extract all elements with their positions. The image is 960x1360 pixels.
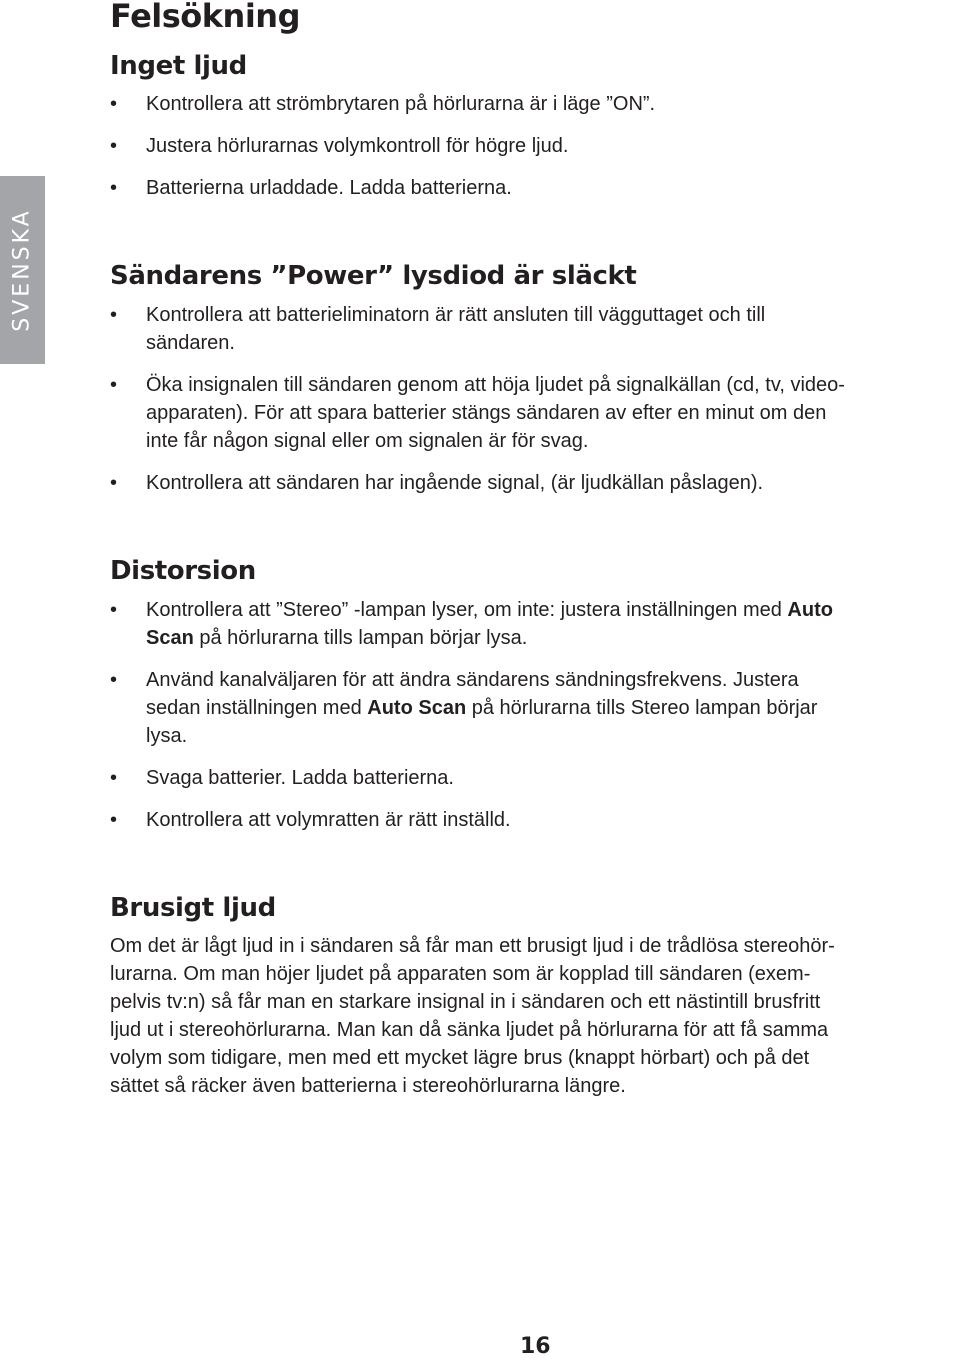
list-inget-ljud	[110, 90, 950, 216]
list-item-text: lysa.	[146, 725, 188, 747]
list-distorsion	[110, 596, 950, 848]
list-item-text: apparaten). För att spara batterier stängs sändaren av efter en minut om den	[146, 402, 827, 424]
list-item-text: Kontrollera att strömbrytaren på hörlurarna är i läge ”ON”.	[146, 93, 656, 115]
list-item	[110, 596, 950, 652]
list-item	[110, 132, 950, 160]
list-item	[110, 764, 950, 792]
list-item-bold-text: Scan	[146, 627, 194, 649]
paragraph-line: ljud ut i stereohörlurarna. Man kan då sänka ljudet på hörlurarna för att få samma	[110, 1019, 829, 1041]
list-item-text: på hörlurarna tills lampan börjar lysa.	[193, 627, 528, 649]
list-item-text: Kontrollera att volymratten är rätt inställd.	[146, 809, 511, 831]
list-item	[110, 371, 950, 455]
list-item-text: Justera hörlurarnas volymkontroll för högre ljud.	[146, 135, 569, 157]
bullet-icon: •	[110, 599, 118, 621]
bullet-icon: •	[110, 135, 118, 157]
paragraph-line: sättet så räcker även batterierna i stereohörlurarna längre.	[110, 1075, 626, 1097]
page-number: 16	[520, 1334, 551, 1359]
list-item-line	[146, 624, 950, 652]
list-item	[110, 806, 950, 834]
list-item-line	[146, 596, 950, 624]
language-tab	[0, 176, 45, 364]
list-item-text: på hörlurarna tills Stereo lampan börjar	[466, 697, 818, 719]
bullet-icon: •	[110, 472, 118, 494]
list-item-text: Öka insignalen till sändaren genom att höja ljudet på signalkällan (cd, tv, video-	[146, 374, 845, 396]
list-item-text: Kontrollera att ”Stereo” -lampan lyser, om inte: justera inställningen med	[146, 599, 788, 621]
list-item-text: Använd kanalväljaren för att ändra sändarens sändningsfrekvens. Justera	[146, 669, 799, 691]
bullet-icon: •	[110, 93, 118, 115]
list-item-line	[146, 694, 950, 722]
list-item-text: sändaren.	[146, 332, 235, 354]
list-item-bold-text: Auto	[787, 599, 833, 621]
paragraph-line: pelvis tv:n) så får man en starkare insignal in i sändaren och ett nästintill brusfritt	[110, 991, 821, 1013]
list-item-text: Kontrollera att batterieliminatorn är rätt ansluten till vägguttaget och till	[146, 304, 766, 326]
paragraph-line: Om det är lågt ljud in i sändaren så får man ett brusigt ljud i de trådlösa stereohör-	[110, 935, 835, 957]
section-heading-inget-ljud: Inget ljud	[110, 51, 247, 81]
list-item	[110, 469, 950, 497]
list-item	[110, 90, 950, 118]
list-item-text: Batterierna urladdade. Ladda batterierna.	[146, 177, 512, 199]
bullet-icon: •	[110, 177, 118, 199]
paragraph-line: volym som tidigare, men med ett mycket lägre brus (knappt hörbart) och på det	[110, 1047, 810, 1069]
bullet-icon: •	[110, 669, 118, 691]
paragraph-line: lurarna. Om man höjer ljudet på apparaten som är kopplad till sändaren (exem-	[110, 963, 811, 985]
list-item	[110, 301, 950, 357]
bullet-icon: •	[110, 374, 118, 396]
list-item-bold-text: Auto Scan	[367, 697, 467, 719]
language-tab-label: SVENSKA	[9, 208, 35, 332]
bullet-icon: •	[110, 304, 118, 326]
list-item	[110, 666, 950, 750]
list-item-text: sedan inställningen med	[146, 697, 368, 719]
bullet-icon: •	[110, 767, 118, 789]
page-title: Felsökning	[110, 0, 300, 35]
section-heading-distorsion: Distorsion	[110, 556, 256, 586]
section-heading-brusigt-ljud: Brusigt ljud	[110, 893, 276, 923]
bullet-icon: •	[110, 809, 118, 831]
list-item-text: Svaga batterier. Ladda batterierna.	[146, 767, 454, 789]
list-item-text: inte får någon signal eller om signalen är för svag.	[146, 430, 589, 452]
list-power-lysdiod	[110, 301, 950, 511]
list-item	[110, 174, 950, 202]
section-heading-power-lysdiod: Sändarens ”Power” lysdiod är släckt	[110, 261, 637, 291]
paragraph-brusigt-ljud	[110, 932, 955, 1100]
list-item-text: Kontrollera att sändaren har ingående signal, (är ljudkällan påslagen).	[146, 472, 764, 494]
